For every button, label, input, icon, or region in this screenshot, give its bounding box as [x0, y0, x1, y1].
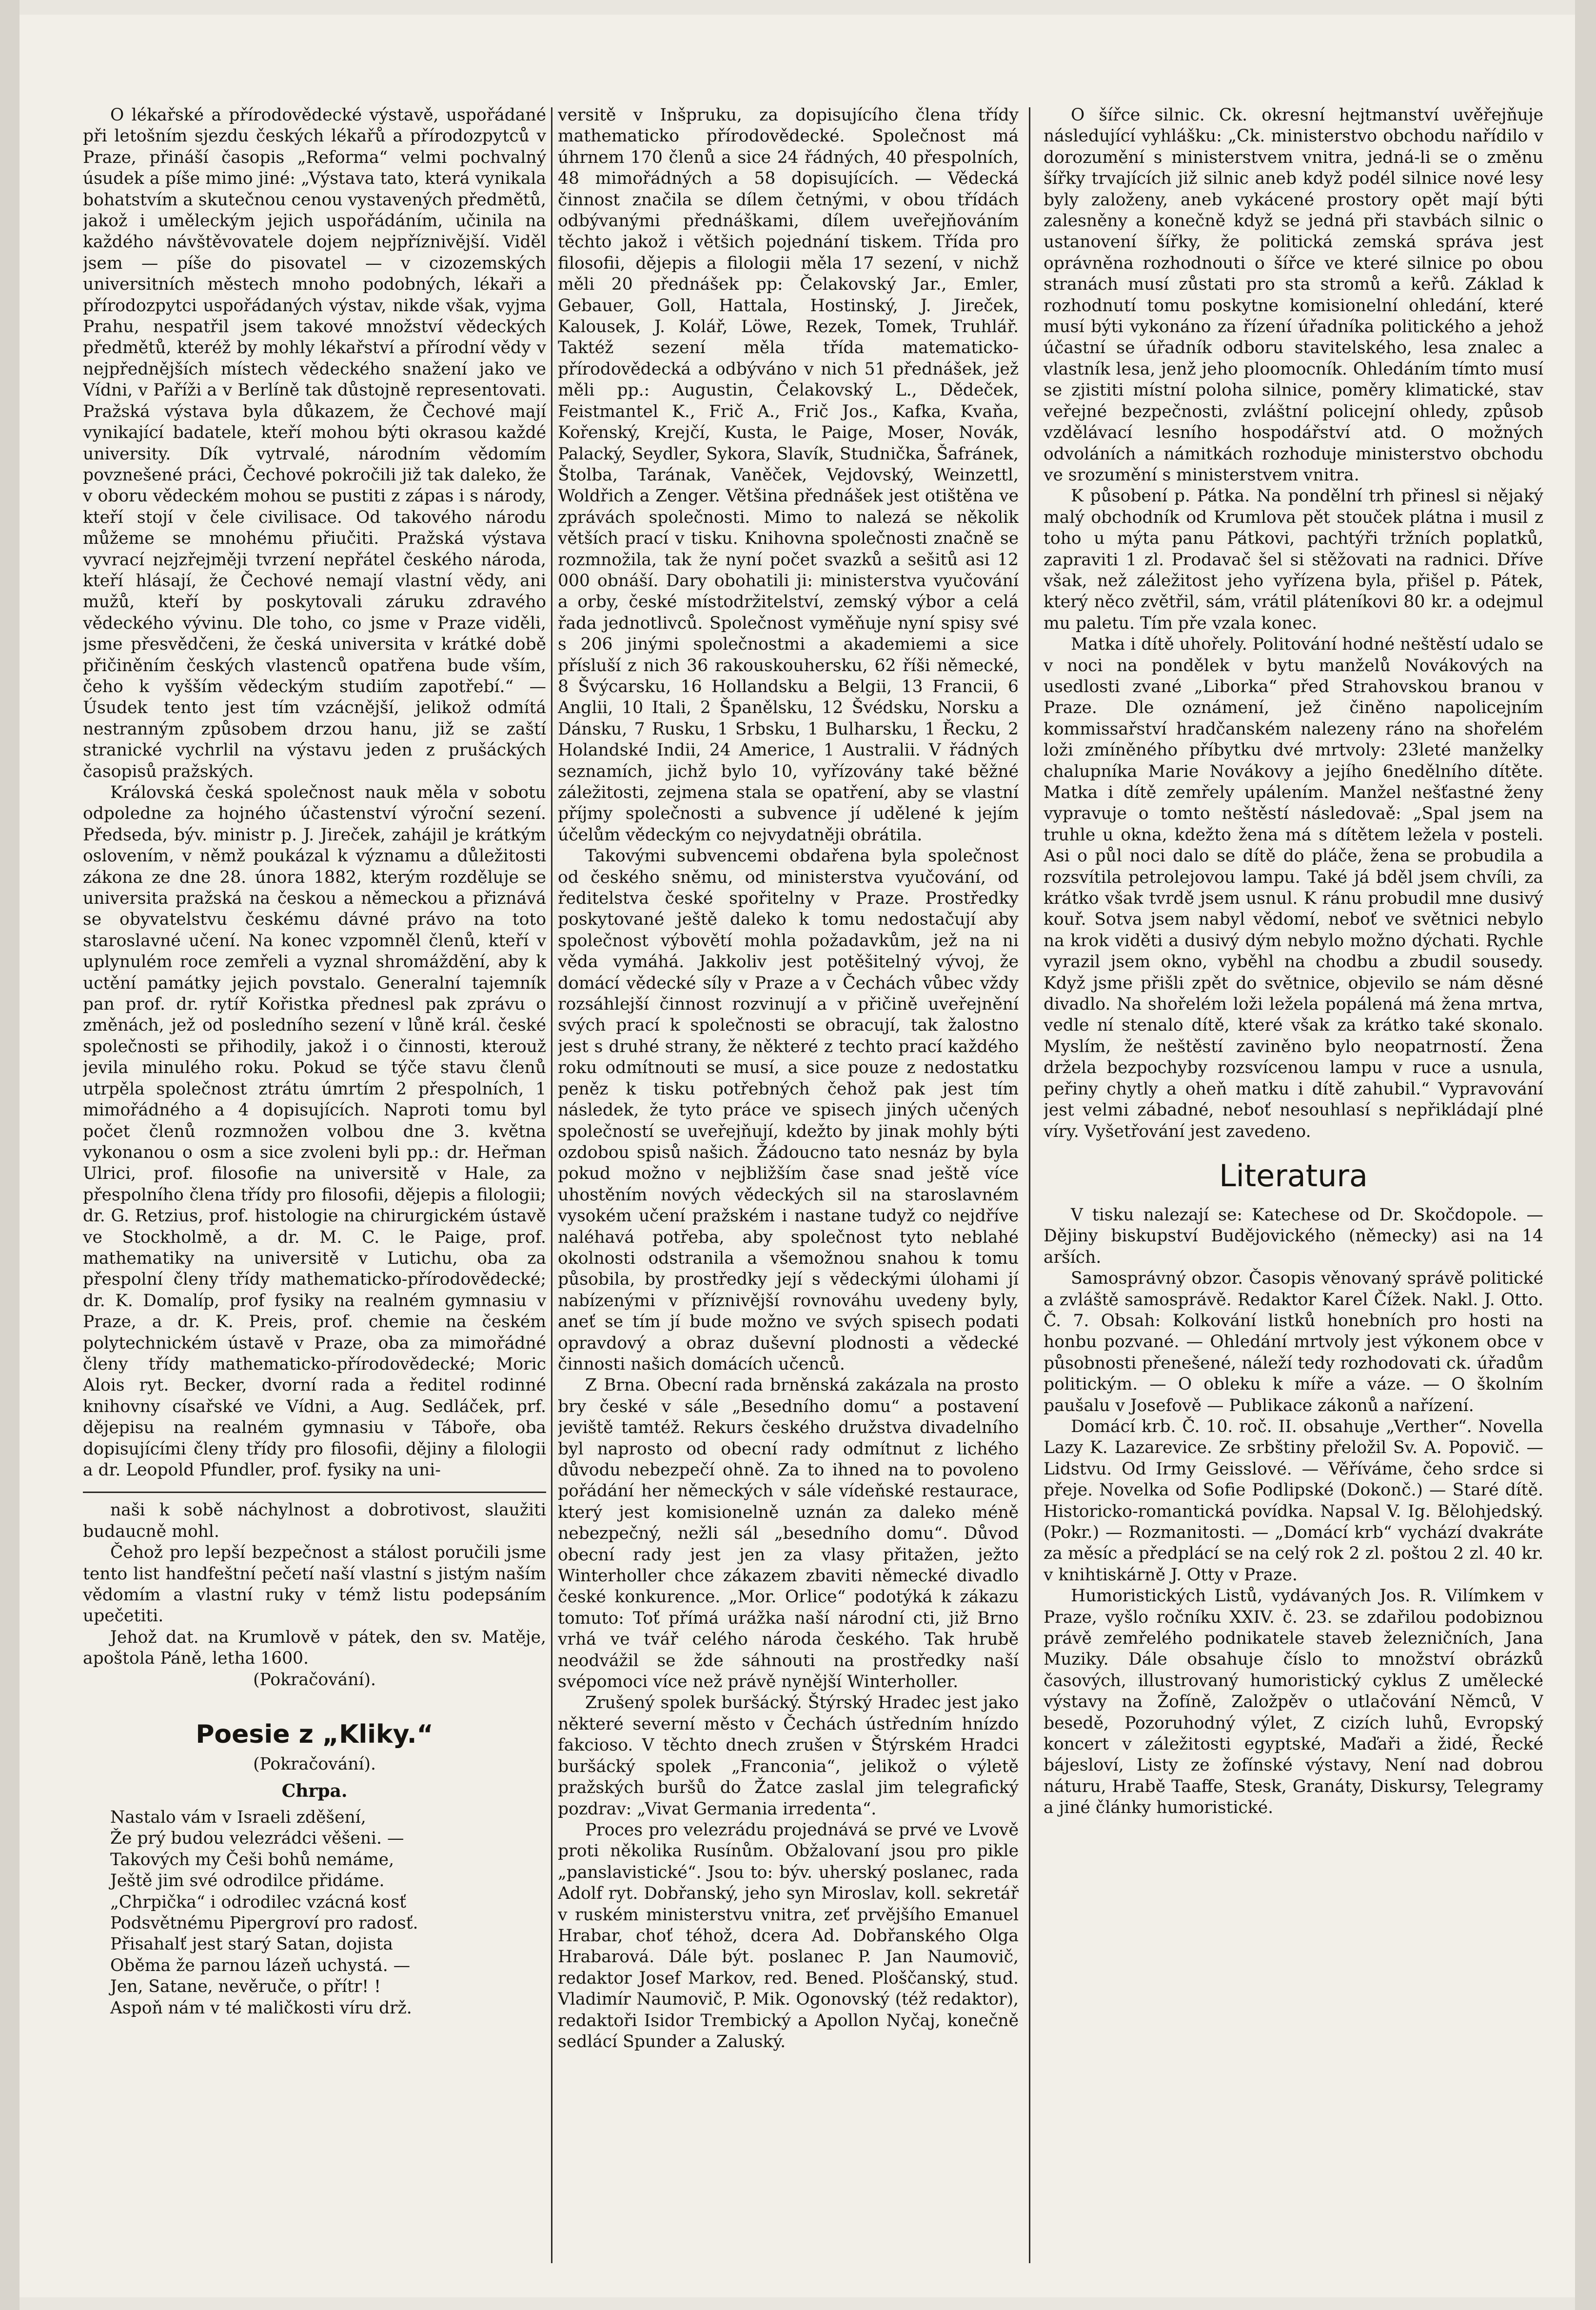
- poem-line: Nastalo vám v Israeli zděšení,: [110, 1807, 366, 1827]
- literatura-item: Domácí krb. Č. 10. roč. II. obsahuje „Verther“. Novella Lazy K. Lazarevice. Ze srbštiny přeložil Sv. A. Popovič. — Lidstvu. Od Irmy Geisslové. — Věříváme, čeho srdce si přeje. Novelka od Sofie Podlipské (Dokonč.) — Staré dítě. Historicko-romantická povídka. Napsal V. Ig. Bělohjedský. (Pokr.) — Rozmanitosti. — „Domácí krb“ vychází dvakráte za měsíc a předplácí se na celý rok 2 zl. poštou 2 zl. 40 kr. v knihtiskárně J. Otty v Praze.: [1044, 1416, 1543, 1585]
- article-matka-dite: Matka i dítě uhořely. Politování hodné neštěstí udalo se v noci na pondělek v bytu manželů Novákových na usedlosti zvané „Liborka“ před Strahovskou branou v Praze. Dle oznámení, jež činěno napolicejním kommissařství hradčanském nalezeny ráno na shořelém loži zmíněného příbytku dvé mrtvoly: 23leté manželky chalupníka Marie Novákovy a jejího 6nedělního dítěte. Matka i dítě zemřely upálením. Manžel nešťastné ženy vypravuje o tomto neštěstí následovaě: „Spal jsem na truhle u okna, kdežto žena má s dítětem ležela v posteli. Asi o půl noci dalo se dítě do pláče, žena se probudila a rozsvítila petrolejovou lampu. Také já bděl jsem chvíli, za krátko však tvrdě jsem usnul. K ránu probudil mne dusivý kouř. Sotva jsem nabyl vědomí, neboť ve světnici nebylo na krok viděti a dusivý dým nebylo možno dýchati. Rychle vyrazil jsem okno, vyběhl na chodbu a zbudil sousedy. Když jsme přišli zpět do světnice, objevilo se nám děsné divadlo. Na shořelém loži ležela popálená má žena mrtva, vedle ní stenalo dítě, které však za krátko také skonalo. Myslím, že neštěstí zaviněno bylo neopatrností. Žena držela bezpochyby rozsvícenou lampu v ruce a usnula, peřiny chytly a oheň matku i dítě zahubil.“ Vypravování jest velmi zábadné, neboť nesouhlasí s nepřikládají plné víry. Vyšetřování jest zavedeno.: [1044, 635, 1543, 1141]
- article-lekarska-vystava: O lékařské a přírodovědecké výstavě, uspořádané při letošním sjezdu českých lékařů a přírodozpytců v Praze, přináší časopis „Reforma“ velmi pochvalný úsudek a píše mimo jiné: „Výstava tato, která vynikala bohatstvím a skutečnou cenou vystavených předmětů, jakož i uměleckým jejich uspořádáním, učinila na každého návštěvovatele dojem nejpříznivější. Viděl jsem — píše do pisovatel — v cizozemských universitních městech mnoho podobných, lékaři a přírodozpytci uspořádaných výstav, nikde však, vyjma Prahu, nespatřil jsem takové množství vědeckých předmětů, kteréž by mohly lékařství a přírodní vědy v nejpřednějších místech vědeckého snažení jako ve Vídni, v Paříži a v Berlíně tak důstojně representovati. Pražská výstava byla důkazem, že Čechové mají vynikající badatele, kteří mohou býti okrasou každé university. Dík vytrvalé, národním vědomím povznešené práci, Čechové pokročili již tak daleko, že v oboru vědeckém mohou se pustiti z zápas i s národy, kteří stojí v čele civilisace. Od takového národu můžeme se mnohému přiučiti. Pražská výstava vyvrací nejzřejměji tvrzení nepřátel českého národa, kteří hlásají, že Čechové nemají vlastní vědy, ani mužů, kteří by poskytovali záruku zdravého vědeckého vývinu. Dle toho, co jsme v Praze viděli, jsme přesvědčeni, že česká universita v krátké době přičiněním českých vlastenců opatřena bude vším, čeho k vyšším vědeckým studiím zapotřebí.“ — Úsudek tento jest tím vzácnější, jelikož odmítá nestranným způsobem drzou hanu, již se zaští stranické vychrlil na výstavu jeden z prušáckých časopisů pražských.: [83, 105, 546, 781]
- article-spolecnost-nauk: Královská česká společnost nauk měla v sobotu odpoledne za hojného účastenství výroční sezení. Předseda, býv. ministr p. J. Jireček, zahájil je krátkým oslovením, v němž poukázal k významu a důležitosti zákona ze dne 28. února 1882, kterým rozděluje se universita pražská na českou a německou a přiznává se obyvatelstvu českému dávné právo na toto staroslavné učení. Na konec vzpomněl členů, kteří v uplynulém roce zemřeli a vyznal shromáždění, aby k uctění památky jejich povstalo. Generalní tajemník pan prof. dr. rytíř Kořistka přednesl pak zprávu o změnách, jež od posledního sezení v lůně král. české společnosti se přihodily, jakož i o činnosti, kterouž jevila minulého roku. Pokud se týče stavu členů utrpěla společnost ztrátu úmrtím 2 přespolních, 1 mimořádného a 4 dopisujících. Naproti tomu byl počet členů rozmnožen volbou dne 3. května vykonanou o osm a sice zvoleni byli pp.: dr. Heřman Ulrici, prof. filosofie na universitě v Hale, za přespolního člena třídy pro filosofii, dějepis a filologii; dr. G. Retzius, prof. histologie na chirurgickém ústavě ve Stockholmě, a dr. M. C. le Paige, prof. mathematiky na universitě v Lutichu, oba za přespolní členy třídy mathematicko-přírodovědecké; dr. K. Domalíp, prof fysiky na realném gymnasiu v Praze, a dr. K. Preis, prof. chemie na českém polytechnickém ústavě v Praze, oba za mimořádné členy třídy mathematicko-přírodovědecké; Moric Alois ryt. Becker, dvorní rada a ředitel rodinné knihovny císařské ve Vídni, a Aug. Sedláček, prf. dějepisu na realném gymnasiu v Táboře, oba dopisujícími členy třídy pro filosofii, dějiny a filologii a dr. Leopold Pfundler, prof. fysiky na uni-: [83, 783, 546, 1480]
- column-2: [558, 105, 1019, 2275]
- literatura-item: V tisku nalezají se: Katechese od Dr. Skočdopole. — Dějiny biskupství Budějovického (německy) asi na 14 arších.: [1044, 1205, 1543, 1267]
- column-3: [1044, 105, 1543, 2275]
- article-proces-velezrada: Proces pro velezrádu projednává se prvé ve Lvově proti několika Rusínům. Obžalovaní jsou pro pikle „panslavistické“. Jsou to: býv. uherský poslanec, rada Adolf ryt. Dobřanský, jeho syn Miroslav, koll. sekretář v ruském ministerstvu vnitra, zeť prvějšího Emanuel Hrabar, choť téhož, dcera Ad. Dobřanského Olga Hrabarová. Dále být. poslanec P. Jan Naumovič, redaktor Josef Markov, red. Bened. Ploščanský, stud. Vladimír Naumovič, P. Mik. Ogonovský (též redaktor), redaktoři Isidor Trembický a Apollon Nyčaj, konečně sedlácí Spunder a Zaluský.: [558, 1820, 1019, 2051]
- column-rule: [1029, 107, 1030, 2263]
- poesie-subheading: (Pokračování).: [253, 1754, 376, 1774]
- poem-line: Přisahalť jest starý Satan, dojista: [110, 1934, 393, 1954]
- left-page-gutter: [0, 0, 20, 2310]
- poem-line: „Chrpička“ i odrodilec vzácná kosť: [110, 1892, 407, 1912]
- poem-line: Aspoň nám v té maličkosti víru drž.: [110, 1998, 412, 2018]
- article-subvence: Takovými subvencemi obdařena byla společnost od českého sněmu, od ministerstva vyučování, od ředitelstva české spořitelny v Praze. Prostředky poskytované ještě daleko k tomu nedostačují aby společnost výbovětí mohla požadavkům, jež na ni věda vymáhá. Jakkoliv jest potěšitelný vývoj, že domácí vědecké síly v Praze a v Čechách vůbec vždy rozsáhlejší činnost rozvinují a v přičině uveřejnění svých prací k společnosti se obracují, tak žalostno jest s druhé strany, že některé z techto prací každého roku odmítnouti se musí, a sice pouze z nedostatku peněz k tisku potřebných čehož pak jest tím následek, že tyto práce ve spisech jiných učených společností se uveřejňují, kdežto by jinak mohly býti ozdobou spisů našich. Žádoucno tato nesnáz by byla pokud možno v nejbližším čase snad ještě více uhostěním nových vědeckých sil na staroslavném vysokém učení pražském i nastane tudyž co nejdříve naléhavá potřeba, aby společnost tyto neblahé okolnosti odstranila a všemožnou snahou k tomu působila, by prostředky její s vědeckými úlohami jí nabízenými v příznivější rovnováhu uvedeny byly, aneť se tím jí bude možno ve svých spisech podati opravdový a obraz duševní plodnosti a vědecké činnosti našich domácích učenců.: [558, 846, 1019, 1374]
- poem-line: Takových my Češi bohů nemáme,: [110, 1850, 394, 1870]
- charter-text-3: Jehož dat. na Krumlově v pátek, den sv. Matěje, apoštola Páně, letha 1600.: [83, 1627, 546, 1669]
- article-sirka-silnic: O šířce silnic. Ck. okresní hejtmanství uvěřejňuje následující vyhlášku: „Ck. ministerstvo obchodu nařídilo v dorozumění s ministerstvem vnitra, jedná-li se o změnu šířky trvajících již silnic aneb když podél silnice nové lesy byly založeny, aneb vykácené prostory opět mají býti zalesněny a konečně když se jedná při stavbách silnic o ustanovení šířky, že politická zemská správa jest oprávněna rozhodnouti o šířce ve které silnice po obou stranách musí zůstati pro sta stromů a keřů. Základ k rozhodnutí tomu poskytne komisionelní ohledání, které musí býti vykonáno za řízení úřadníka politického a jehož účastní se úřadník odboru stavitelského, lesa znalec a vlastník lesa, jenž jeho ploomocník. Ohledáním tímto musí se zjistiti místní poloha silnice, poměry klimatické, stav veřejné bezpečnosti, zvláštní policejní ohledy, způsob vzdělávací lesního hospodářství atd. O možných odvoláních a námitkách rozhoduje ministerstvo obchodu ve srozumění s ministerstvem vnitra.: [1044, 105, 1543, 485]
- poesie-heading: Poesie z „Kliky.“: [196, 1720, 433, 1750]
- right-page-gutter: [1575, 0, 1596, 2310]
- article-spolecnost-nauk-cont: versitě v Inšpruku, za dopisujícího člena třídy mathematicko přírodovědecké. Společnost má úhrnem 170 členů a sice 24 řádných, 40 přespolních, 48 mimořádných a 58 dopisujících. — Vědecká činnost značila se dílem četnými, v obou třídách odbývanými přednáškami, dílem uveřejňováním těchto jakož i většich pojednání tiskem. Třída pro filosofii, dějepis a filologii měla 17 sezení, v nichž měli 20 přednášek pp: Čelakovský Jar., Emler, Gebauer, Goll, Hattala, Hostinský, J. Jireček, Kalousek, J. Kolář, Löwe, Rezek, Tomek, Truhlář. Taktéž sezení měla třída matematicko-přírodovědecká a odbýváno v nich 51 přednášek, jež měli pp.: Augustin, Čelakovský L., Dědeček, Feistmantel K., Frič A., Frič Jos., Kafka, Kvaňa, Kořenský, Krejčí, Kusta, le Paige, Moser, Novák, Palacký, Seydler, Sykora, Slavík, Studnička, Šafránek, Štolba, Tarának, Vaněček, Vejdovský, Weinzettl, Woldřich a Zenger. Většina přednášek jest otištěna ve zprávách společnosti. Mimo to nalezá se několik větších prací v tisku. Knihovna společnosti značně se rozmnožila, tak že nyní počet svazků a sešitů asi 12 000 obnáší. Dary obohatili ji: ministerstva vyučování a orby, české místodržitelství, zemský výbor a celá řada jednotlivců. Společnost vyměňuje nyní spisy své s 206 jinými společnostmi a akademiemi a sice přísluší z nich 36 rakouskouhersku, 62 říši německé, 8 Švýcarsku, 16 Hollandsku a Belgii, 13 Francii, 6 Anglii, 10 Itali, 2 Španělsku, 12 Švédsku, Norsku a Dánsku, 7 Rusku, 1 Srbsku, 1 Bulharsku, 1 Řecku, 2 Holandské Indii, 24 Americe, 1 Australii. V řádných seznamích, jichž bylo 10, vyřízovány také běžné záležitosti, zejmena stala se opatření, aby se vlastní příjmy společnosti a subvence jí udělené k jejím účelům vědeckým co nejvydatněji obrátila.: [558, 105, 1019, 845]
- literatura-item: Samosprávný obzor. Časopis věnovaný správě politické a zvláště samosprávě. Redaktor Karel Čížek. Nakl. J. Otto. Č. 7. Obsah: Kolkování listků honebních pro hosti na honbu pozvané. — Ohledání mrtvoly jest výkonem obce v působnosti přenešené, náleží tedy rozhodovati ck. úřadům politickým. — O obleku k míře a váze. — O školním paušalu v Josefově — Publikace zákonů a nařízení.: [1044, 1269, 1543, 1415]
- literatura-heading: Literatura: [1219, 1157, 1368, 1194]
- poem-line: Oběma že parnou lázeň uchystá. —: [110, 1955, 411, 1975]
- article-pusobeni-patka: K působení p. Pátka. Na pondělní trh přinesl si nějaký malý obchodník od Krumlova pět stouček plátna i musil z toho u mýta panu Pátkovi, pachtýři tržních poplatků, zapraviti 1 zl. Prodavač šel si stěžovati na radnici. Dříve však, než záležitost jeho vyřízena byla, přišel p. Pátek, který něco zvětřil, sám, vrátil pláteníkovi 80 kr. a odejmul mu paletu. Tím pře vzala konec.: [1044, 486, 1543, 633]
- literatura-item: Humoristických Listů, vydávaných Jos. R. Vilímkem v Praze, vyšlo ročníku XXIV. č. 23. se zdařilou podobiznou právě zemřelého podnikatele staveb železničních, Jana Muziky. Dále obsahuje číslo to množství obrázků časových, illustrovaný humoristický cyklus Z umělecké výstavy na Žofíně, Založpěv o utlačování Němců, V besedě, Pozoruhodný výlet, Z cizích luhů, Evropský koncert v záležitosti egyptské, Maďaři a židé, Řecké bájesloví, Listy ze žofínské výstavy, Není nad dobrou náturu, Hrabě Taaffe, Stesk, Granáty, Diskursy, Telegramy a jiné články humoristické.: [1044, 1586, 1543, 1818]
- poem-line: Podsvětnému Pipergroví pro radosť.: [110, 1913, 418, 1933]
- column-rule: [551, 107, 552, 2263]
- charter-text-2: Čehož pro lepší bezpečnost a stálost poručili jsme tento list handfeštní pečetí naší vlastní s jistým naším vědomím a vlastní ruky v témž listu podepsáním upečetiti.: [83, 1543, 546, 1626]
- column-1: [83, 105, 546, 2275]
- poem-line: Jen, Satane, nevěruče, o přítr! !: [110, 1977, 381, 1997]
- poem-line: Ještě jim své odrodilce přidáme.: [110, 1871, 385, 1891]
- article-bursacky-spolek: Zrušený spolek buršácký. Štýrský Hradec jest jako některé severní město v Čechách ústředním hnízdo fakcioso. V těchto dnech zrušen v Štýrském Hradci buršácký spolek „Franconia“, jelikož o výletě pražských buršů do Žatce zaslal jim telegrafický pozdrav: „Vivat Germania irredenta“.: [558, 1693, 1019, 1819]
- poem-line: Že prý budou velezrádci věšeni. —: [110, 1829, 404, 1849]
- article-z-brna: Z Brna. Obecní rada brněnská zakázala na prosto bry české v sále „Besedního domu“ a postavení jeviště tamtéž. Rekurs českého družstva divadelního byl naprosto od obecní rady odmítnut z lichého důvodu nebezpečí ohně. Za to ihned na to povoleno pořádání her německých v sále vídeňské restaurace, který jest komisionelně uznán za daleko méně nebezpečný, nežli sál „besedního domu“. Důvod obecní rady jest jen za vlasy přitažen, ježto Winterholler chce zákazem zbaviti německé divadlo české konkurence. „Mor. Orlice“ podotýká k zákazu tomuto: Toť přímá urážka naší národní cti, již Brno vrhá ve tvář celého národa českého. Tak hrubě neodvážil se žde sáhnouti na prostředky naší svépomoci více než právě nynější Winterholler.: [558, 1375, 1019, 1692]
- newspaper-page: [20, 15, 1575, 2297]
- charter-text-1: naši k sobě náchylnost a dobrotivost, slaužiti budaucně mohl.: [83, 1500, 546, 1541]
- column-divider-line: [83, 1492, 546, 1493]
- poem-title: Chrpa.: [281, 1781, 348, 1802]
- continuation-note: (Pokračování).: [253, 1670, 376, 1690]
